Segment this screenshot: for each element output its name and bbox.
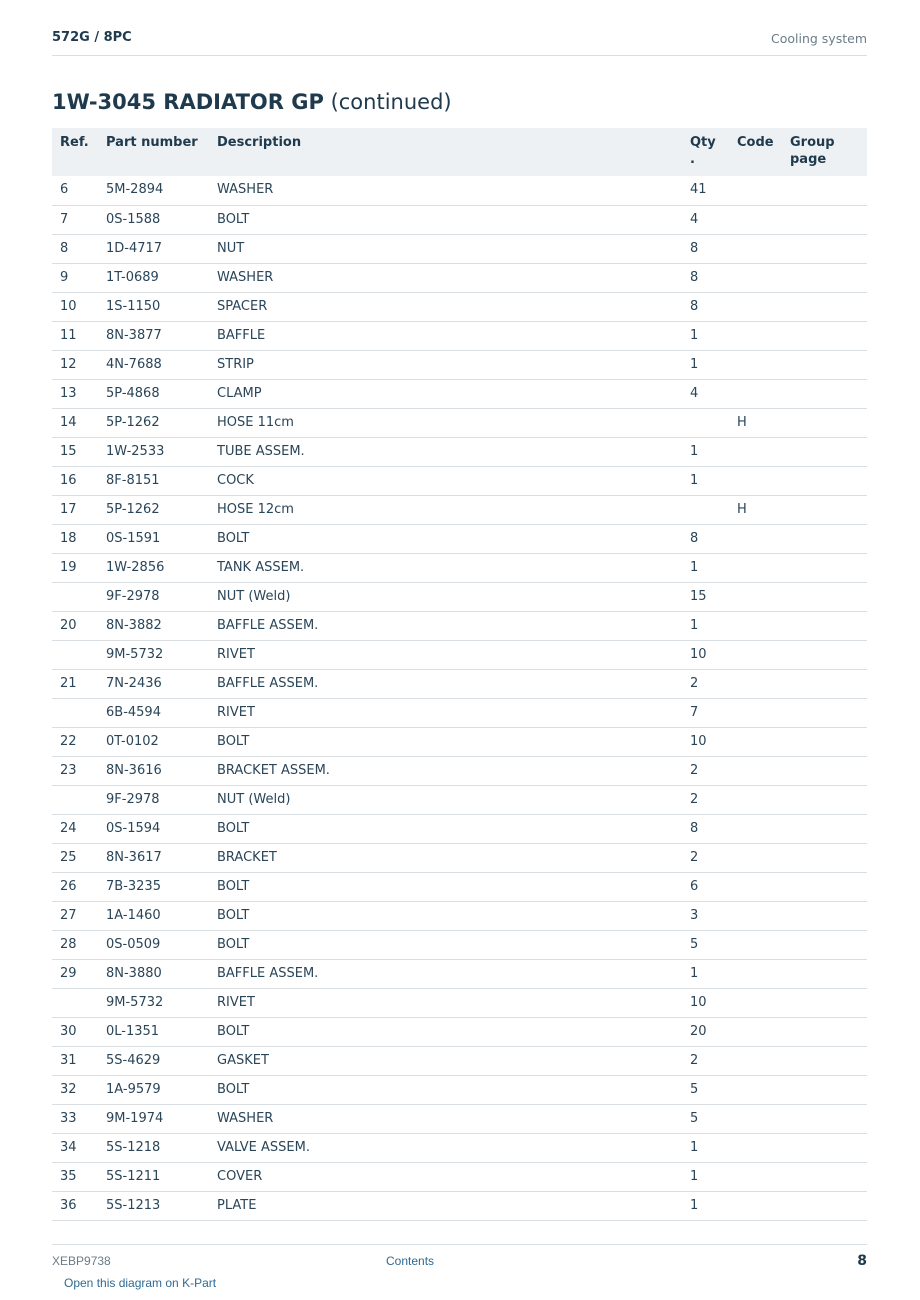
cell-description: STRIP — [217, 350, 690, 379]
cell-group-page — [790, 1133, 867, 1162]
table-row — [52, 611, 867, 640]
cell-group-page — [790, 901, 867, 930]
cell-part-number: 0S-1588 — [106, 205, 217, 234]
table-row — [52, 872, 867, 901]
cell-group-page — [790, 1075, 867, 1104]
cell-code — [737, 669, 790, 698]
cell-part-number: 7B-3235 — [106, 872, 217, 901]
cell-description: HOSE 12cm — [217, 495, 690, 524]
cell-qty: 1 — [690, 1133, 737, 1162]
cell-ref: 35 — [52, 1162, 106, 1191]
contents-link[interactable]: Contents — [386, 1254, 435, 1268]
cell-qty: 3 — [690, 901, 737, 930]
cell-description: COVER — [217, 1162, 690, 1191]
cell-description: BOLT — [217, 1017, 690, 1046]
cell-description: BOLT — [217, 1075, 690, 1104]
table-row — [52, 1104, 867, 1133]
cell-ref: 13 — [52, 379, 106, 408]
cell-ref: 26 — [52, 872, 106, 901]
cell-group-page — [790, 727, 867, 756]
cell-description: PLATE — [217, 1191, 690, 1220]
cell-ref: 28 — [52, 930, 106, 959]
cell-description: BOLT — [217, 930, 690, 959]
cell-group-page — [790, 292, 867, 321]
cell-part-number: 6B-4594 — [106, 698, 217, 727]
table-row — [52, 408, 867, 437]
table-header-row — [52, 128, 867, 176]
cell-group-page — [790, 495, 867, 524]
cell-code — [737, 1191, 790, 1220]
cell-qty: 1 — [690, 466, 737, 495]
cell-description: CLAMP — [217, 379, 690, 408]
cell-code — [737, 1104, 790, 1133]
cell-code — [737, 872, 790, 901]
cell-part-number: 5S-1213 — [106, 1191, 217, 1220]
table-row — [52, 988, 867, 1017]
cell-qty: 41 — [690, 176, 737, 205]
cell-description: BAFFLE ASSEM. — [217, 959, 690, 988]
cell-group-page — [790, 988, 867, 1017]
table-row — [52, 1162, 867, 1191]
cell-group-page — [790, 379, 867, 408]
page-header — [52, 28, 867, 56]
cell-qty: 1 — [690, 611, 737, 640]
cell-ref — [52, 785, 106, 814]
cell-code — [737, 785, 790, 814]
table-row — [52, 1046, 867, 1075]
table-row — [52, 930, 867, 959]
cell-group-page — [790, 698, 867, 727]
cell-ref: 27 — [52, 901, 106, 930]
cell-part-number: 8N-3616 — [106, 756, 217, 785]
cell-part-number: 5P-1262 — [106, 408, 217, 437]
cell-ref: 16 — [52, 466, 106, 495]
cell-qty: 8 — [690, 263, 737, 292]
column-header-part-number: Part number — [106, 135, 198, 150]
column-header-qty: Qty . — [690, 135, 716, 167]
table-row — [52, 350, 867, 379]
cell-code: H — [737, 495, 790, 524]
cell-description: BAFFLE ASSEM. — [217, 669, 690, 698]
cell-description: BOLT — [217, 727, 690, 756]
cell-ref: 12 — [52, 350, 106, 379]
cell-group-page — [790, 930, 867, 959]
cell-code — [737, 930, 790, 959]
cell-description: BOLT — [217, 901, 690, 930]
cell-code — [737, 1046, 790, 1075]
cell-ref: 15 — [52, 437, 106, 466]
cell-group-page — [790, 1162, 867, 1191]
cell-group-page — [790, 176, 867, 205]
cell-group-page — [790, 582, 867, 611]
cell-part-number: 0T-0102 — [106, 727, 217, 756]
cell-code — [737, 959, 790, 988]
cell-code — [737, 756, 790, 785]
cell-qty: 1 — [690, 350, 737, 379]
cell-code — [737, 292, 790, 321]
cell-group-page — [790, 611, 867, 640]
cell-part-number: 9M-5732 — [106, 988, 217, 1017]
cell-ref: 25 — [52, 843, 106, 872]
model-label: 572G / 8PC — [52, 30, 132, 45]
cell-qty: 1 — [690, 437, 737, 466]
cell-description: BRACKET — [217, 843, 690, 872]
cell-group-page — [790, 843, 867, 872]
table-row — [52, 756, 867, 785]
table-row — [52, 466, 867, 495]
cell-qty: 8 — [690, 292, 737, 321]
cell-ref: 29 — [52, 959, 106, 988]
cell-part-number: 1D-4717 — [106, 234, 217, 263]
cell-ref — [52, 698, 106, 727]
cell-ref — [52, 640, 106, 669]
cell-ref: 10 — [52, 292, 106, 321]
cell-description: NUT (Weld) — [217, 582, 690, 611]
cell-group-page — [790, 756, 867, 785]
column-header-code: Code — [737, 135, 774, 150]
cell-part-number: 8N-3880 — [106, 959, 217, 988]
table-row — [52, 843, 867, 872]
cell-part-number: 1A-1460 — [106, 901, 217, 930]
cell-description: COCK — [217, 466, 690, 495]
cell-code — [737, 814, 790, 843]
cell-group-page — [790, 1017, 867, 1046]
cell-code — [737, 176, 790, 205]
cell-part-number: 0S-1591 — [106, 524, 217, 553]
cell-code — [737, 843, 790, 872]
cell-qty: 2 — [690, 1046, 737, 1075]
cell-part-number: 0L-1351 — [106, 1017, 217, 1046]
cell-group-page — [790, 959, 867, 988]
cell-description: BAFFLE ASSEM. — [217, 611, 690, 640]
cell-qty: 1 — [690, 1191, 737, 1220]
cell-code — [737, 263, 790, 292]
cell-code — [737, 350, 790, 379]
cell-qty: 8 — [690, 234, 737, 263]
cell-ref: 19 — [52, 553, 106, 582]
table-row — [52, 814, 867, 843]
cell-ref: 6 — [52, 176, 106, 205]
table-row — [52, 205, 867, 234]
cell-part-number: 8N-3882 — [106, 611, 217, 640]
cell-description: NUT (Weld) — [217, 785, 690, 814]
cell-description: TUBE ASSEM. — [217, 437, 690, 466]
cell-ref — [52, 988, 106, 1017]
table-row — [52, 959, 867, 988]
cell-qty: 8 — [690, 524, 737, 553]
cell-part-number: 8N-3617 — [106, 843, 217, 872]
cell-qty: 4 — [690, 379, 737, 408]
cell-description: TANK ASSEM. — [217, 553, 690, 582]
table-row — [52, 263, 867, 292]
section-label: Cooling system — [771, 31, 867, 46]
cell-ref: 8 — [52, 234, 106, 263]
cell-ref: 7 — [52, 205, 106, 234]
cell-part-number: 1T-0689 — [106, 263, 217, 292]
cell-ref: 14 — [52, 408, 106, 437]
cell-ref: 20 — [52, 611, 106, 640]
cell-ref: 9 — [52, 263, 106, 292]
cell-ref: 22 — [52, 727, 106, 756]
table-row — [52, 727, 867, 756]
table-row — [52, 321, 867, 350]
cell-qty: 8 — [690, 814, 737, 843]
cell-qty — [690, 495, 737, 524]
cell-qty: 1 — [690, 321, 737, 350]
cell-qty: 10 — [690, 988, 737, 1017]
cell-group-page — [790, 1191, 867, 1220]
cell-code — [737, 437, 790, 466]
cell-ref — [52, 582, 106, 611]
cell-description: BOLT — [217, 814, 690, 843]
cell-ref: 32 — [52, 1075, 106, 1104]
cell-part-number: 5P-4868 — [106, 379, 217, 408]
cell-code — [737, 611, 790, 640]
cell-ref: 33 — [52, 1104, 106, 1133]
cell-group-page — [790, 1046, 867, 1075]
cell-part-number: 5P-1262 — [106, 495, 217, 524]
cell-ref: 24 — [52, 814, 106, 843]
cell-description: BRACKET ASSEM. — [217, 756, 690, 785]
table-row — [52, 640, 867, 669]
table-row — [52, 582, 867, 611]
parts-table — [52, 128, 867, 1221]
cell-group-page — [790, 524, 867, 553]
cell-qty: 20 — [690, 1017, 737, 1046]
cell-part-number: 1A-9579 — [106, 1075, 217, 1104]
cell-qty: 2 — [690, 669, 737, 698]
column-header-ref: Ref. — [60, 135, 89, 150]
table-row — [52, 495, 867, 524]
cell-qty: 1 — [690, 1162, 737, 1191]
table-row — [52, 379, 867, 408]
cell-group-page — [790, 814, 867, 843]
cell-qty: 7 — [690, 698, 737, 727]
table-row — [52, 437, 867, 466]
page-title — [52, 90, 452, 114]
cell-part-number: 1S-1150 — [106, 292, 217, 321]
cell-group-page — [790, 785, 867, 814]
cell-description: GASKET — [217, 1046, 690, 1075]
table-row — [52, 292, 867, 321]
cell-group-page — [790, 350, 867, 379]
cell-group-page — [790, 321, 867, 350]
cell-ref: 36 — [52, 1191, 106, 1220]
cell-description: WASHER — [217, 176, 690, 205]
cell-description: WASHER — [217, 1104, 690, 1133]
table-row — [52, 1017, 867, 1046]
table-row — [52, 176, 867, 205]
table-row — [52, 785, 867, 814]
cell-code — [737, 1017, 790, 1046]
cell-part-number: 5S-4629 — [106, 1046, 217, 1075]
cell-qty: 4 — [690, 205, 737, 234]
cell-code — [737, 205, 790, 234]
cell-code — [737, 553, 790, 582]
cell-qty: 15 — [690, 582, 737, 611]
cell-code — [737, 466, 790, 495]
cell-part-number: 0S-1594 — [106, 814, 217, 843]
table-row — [52, 1191, 867, 1220]
table-row — [52, 1133, 867, 1162]
cell-qty: 5 — [690, 1075, 737, 1104]
cell-description: RIVET — [217, 988, 690, 1017]
cell-code — [737, 1162, 790, 1191]
table-row — [52, 901, 867, 930]
cell-description: RIVET — [217, 640, 690, 669]
cell-group-page — [790, 553, 867, 582]
cell-group-page — [790, 669, 867, 698]
cell-code: H — [737, 408, 790, 437]
cell-part-number: 5S-1218 — [106, 1133, 217, 1162]
cell-qty: 1 — [690, 959, 737, 988]
cell-ref: 17 — [52, 495, 106, 524]
cell-ref: 18 — [52, 524, 106, 553]
cell-qty — [690, 408, 737, 437]
cell-part-number: 9M-5732 — [106, 640, 217, 669]
cell-ref: 34 — [52, 1133, 106, 1162]
cell-code — [737, 901, 790, 930]
cell-part-number: 8F-8151 — [106, 466, 217, 495]
cell-part-number: 1W-2533 — [106, 437, 217, 466]
cell-group-page — [790, 408, 867, 437]
cell-group-page — [790, 263, 867, 292]
cell-description: VALVE ASSEM. — [217, 1133, 690, 1162]
cell-part-number: 5M-2894 — [106, 176, 217, 205]
cell-code — [737, 988, 790, 1017]
table-row — [52, 1075, 867, 1104]
cell-group-page — [790, 1104, 867, 1133]
kpart-diagram-link[interactable]: Open this diagram on K-Part — [64, 1276, 217, 1290]
cell-description: WASHER — [217, 263, 690, 292]
cell-part-number: 0S-0509 — [106, 930, 217, 959]
title-part-name: 1W-3045 RADIATOR GP — [52, 90, 324, 114]
cell-part-number: 7N-2436 — [106, 669, 217, 698]
cell-group-page — [790, 872, 867, 901]
cell-qty: 1 — [690, 553, 737, 582]
cell-description: BAFFLE — [217, 321, 690, 350]
cell-group-page — [790, 205, 867, 234]
cell-code — [737, 379, 790, 408]
cell-qty: 5 — [690, 1104, 737, 1133]
table-row — [52, 698, 867, 727]
cell-code — [737, 321, 790, 350]
cell-code — [737, 1133, 790, 1162]
cell-part-number: 9F-2978 — [106, 582, 217, 611]
cell-ref: 31 — [52, 1046, 106, 1075]
cell-group-page — [790, 234, 867, 263]
cell-group-page — [790, 466, 867, 495]
cell-description: SPACER — [217, 292, 690, 321]
cell-ref: 11 — [52, 321, 106, 350]
cell-group-page — [790, 437, 867, 466]
cell-code — [737, 698, 790, 727]
page-number: 8 — [857, 1253, 867, 1269]
cell-part-number: 9F-2978 — [106, 785, 217, 814]
cell-ref: 23 — [52, 756, 106, 785]
cell-qty: 2 — [690, 785, 737, 814]
cell-description: BOLT — [217, 524, 690, 553]
cell-description: HOSE 11cm — [217, 408, 690, 437]
cell-ref: 21 — [52, 669, 106, 698]
title-continued: (continued) — [323, 90, 452, 114]
column-header-description: Description — [217, 135, 302, 150]
cell-description: NUT — [217, 234, 690, 263]
cell-code — [737, 582, 790, 611]
cell-part-number: 9M-1974 — [106, 1104, 217, 1133]
cell-qty: 2 — [690, 756, 737, 785]
table-row — [52, 669, 867, 698]
cell-code — [737, 524, 790, 553]
column-header-group-page: Group page — [790, 135, 835, 167]
document-id: XEBP9738 — [52, 1254, 111, 1268]
cell-group-page — [790, 640, 867, 669]
cell-description: BOLT — [217, 205, 690, 234]
table-row — [52, 524, 867, 553]
table-row — [52, 553, 867, 582]
cell-code — [737, 640, 790, 669]
cell-part-number: 5S-1211 — [106, 1162, 217, 1191]
cell-code — [737, 1075, 790, 1104]
cell-code — [737, 727, 790, 756]
cell-qty: 10 — [690, 640, 737, 669]
cell-qty: 5 — [690, 930, 737, 959]
cell-ref: 30 — [52, 1017, 106, 1046]
cell-part-number: 4N-7688 — [106, 350, 217, 379]
cell-code — [737, 234, 790, 263]
cell-qty: 10 — [690, 727, 737, 756]
cell-description: BOLT — [217, 872, 690, 901]
cell-qty: 6 — [690, 872, 737, 901]
cell-qty: 2 — [690, 843, 737, 872]
table-row — [52, 234, 867, 263]
cell-part-number: 8N-3877 — [106, 321, 217, 350]
cell-description: RIVET — [217, 698, 690, 727]
cell-part-number: 1W-2856 — [106, 553, 217, 582]
